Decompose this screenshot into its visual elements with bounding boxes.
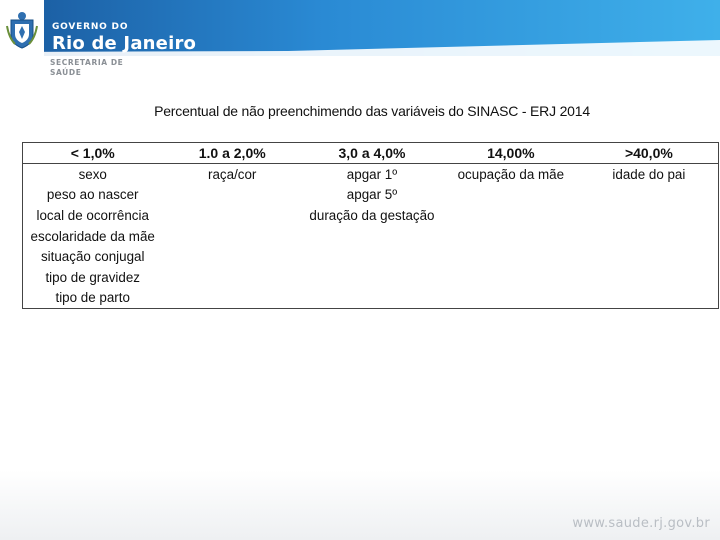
table-cell — [580, 226, 719, 247]
table-cell — [580, 246, 719, 267]
data-table — [22, 142, 719, 309]
header-cell: 3,0 a 4,0% — [302, 143, 442, 164]
table-cell: escolaridade da mãe — [30, 228, 155, 244]
table-row — [23, 288, 719, 309]
table-cell: tipo de parto — [55, 290, 130, 306]
department-line1: SECRETARIA DE — [50, 58, 124, 67]
logo-line2: Rio de Janeiro — [52, 33, 197, 54]
table-row — [23, 185, 719, 206]
table-cell: tipo de gravidez — [45, 269, 140, 285]
table-cell — [580, 185, 719, 206]
table-cell — [442, 267, 580, 288]
logo-text — [52, 22, 196, 54]
table-cell: apgar 5º — [346, 187, 398, 203]
table-cell — [580, 288, 719, 309]
table-cell — [162, 226, 302, 247]
table-cell — [442, 205, 580, 226]
table-cell: idade do pai — [612, 166, 686, 182]
table-cell — [580, 267, 719, 288]
table-cell — [302, 288, 442, 309]
header-cell: 1.0 a 2,0% — [162, 143, 302, 164]
logo-line1: GOVERNO DO — [52, 22, 129, 32]
table-cell — [442, 185, 580, 206]
table-cell — [162, 205, 302, 226]
table-row — [23, 226, 719, 247]
footer-url: www.saude.rj.gov.br — [572, 516, 710, 531]
table-cell — [162, 267, 302, 288]
table-cell: sexo — [78, 166, 107, 182]
slide-title: Percentual de não preenchimendo das variáveis do SINASC - ERJ 2014 — [154, 103, 590, 119]
header-cell: >40,0% — [580, 143, 719, 164]
logo-container — [0, 0, 44, 56]
table-cell — [580, 205, 719, 226]
table-cell: local de ocorrência — [36, 207, 149, 223]
table-cell — [162, 288, 302, 309]
table-row — [23, 246, 719, 267]
table-cell — [302, 246, 442, 267]
table-cell: peso ao nascer — [46, 187, 139, 203]
header-cell: < 1,0% — [23, 143, 163, 164]
table-cell: duração da gestação — [309, 207, 435, 223]
table-cell — [302, 267, 442, 288]
table-cell — [162, 246, 302, 267]
table-cell — [442, 246, 580, 267]
header-cell: 14,00% — [442, 143, 580, 164]
table-row — [23, 164, 719, 185]
department-label — [50, 58, 123, 78]
table-row — [23, 205, 719, 226]
department-line2: SAÚDE — [50, 68, 82, 77]
table-cell — [302, 226, 442, 247]
table-cell: situação conjugal — [40, 249, 145, 265]
table-header-row — [23, 143, 719, 164]
table-row — [23, 267, 719, 288]
table-cell — [442, 226, 580, 247]
table-cell — [442, 288, 580, 309]
table-cell: raça/cor — [208, 166, 257, 182]
table-cell: ocupação da mãe — [457, 166, 565, 182]
table-cell: apgar 1º — [346, 166, 398, 182]
coat-of-arms-icon — [5, 10, 39, 50]
table-cell — [162, 185, 302, 206]
